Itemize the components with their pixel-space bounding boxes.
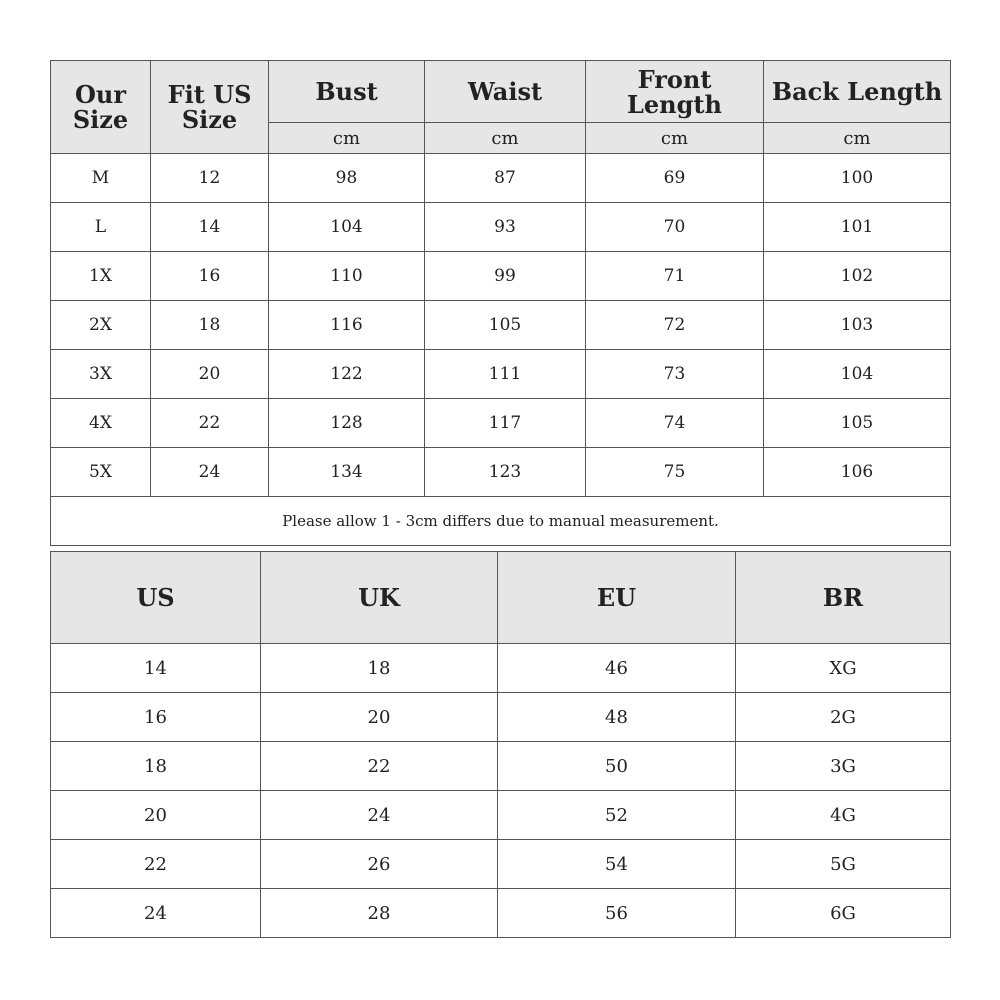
our-size-cell: M — [51, 154, 151, 203]
waist-cell: 117 — [425, 399, 586, 448]
conversion-row — [51, 791, 951, 840]
our-size-cell: 3X — [51, 350, 151, 399]
header-uk: UK — [261, 552, 498, 644]
eu-cell: 50 — [498, 742, 736, 791]
uk-cell: 18 — [261, 644, 498, 693]
size-row — [51, 399, 951, 448]
eu-cell: 46 — [498, 644, 736, 693]
our-size-cell: 5X — [51, 448, 151, 497]
size-row — [51, 252, 951, 301]
size-row — [51, 154, 951, 203]
front-length-cell: 74 — [586, 399, 764, 448]
uk-cell: 28 — [261, 889, 498, 938]
fit-us-cell: 16 — [151, 252, 269, 301]
our-size-cell: 4X — [51, 399, 151, 448]
header-eu: EU — [498, 552, 736, 644]
conversion-row — [51, 693, 951, 742]
br-cell: 2G — [736, 693, 951, 742]
front-length-cell: 70 — [586, 203, 764, 252]
front-length-cell: 72 — [586, 301, 764, 350]
header-our-size: Our Size — [51, 61, 151, 154]
waist-cell: 99 — [425, 252, 586, 301]
waist-cell: 105 — [425, 301, 586, 350]
bust-cell: 128 — [269, 399, 425, 448]
conversion-row — [51, 644, 951, 693]
fit-us-cell: 14 — [151, 203, 269, 252]
header-waist: Waist — [425, 61, 586, 123]
our-size-cell: 1X — [51, 252, 151, 301]
uk-cell: 20 — [261, 693, 498, 742]
size-row — [51, 448, 951, 497]
fit-us-cell: 20 — [151, 350, 269, 399]
back-length-cell: 102 — [764, 252, 951, 301]
size-row — [51, 350, 951, 399]
conversion-row — [51, 742, 951, 791]
header-back-length: Back Length — [764, 61, 951, 123]
us-cell: 22 — [51, 840, 261, 889]
us-cell: 20 — [51, 791, 261, 840]
waist-cell: 93 — [425, 203, 586, 252]
size-conversion-table — [50, 551, 951, 938]
unit-front-length: cm — [586, 123, 764, 154]
uk-cell: 26 — [261, 840, 498, 889]
back-length-cell: 106 — [764, 448, 951, 497]
size-table-body — [51, 154, 951, 497]
us-cell: 16 — [51, 693, 261, 742]
br-cell: 5G — [736, 840, 951, 889]
bust-cell: 110 — [269, 252, 425, 301]
fit-us-cell: 18 — [151, 301, 269, 350]
bust-cell: 122 — [269, 350, 425, 399]
br-cell: 4G — [736, 791, 951, 840]
eu-cell: 48 — [498, 693, 736, 742]
waist-cell: 87 — [425, 154, 586, 203]
us-cell: 18 — [51, 742, 261, 791]
br-cell: 6G — [736, 889, 951, 938]
measurement-note: Please allow 1 - 3cm differs due to manual measurement. — [51, 497, 951, 546]
us-cell: 24 — [51, 889, 261, 938]
bust-cell: 116 — [269, 301, 425, 350]
bust-cell: 98 — [269, 154, 425, 203]
waist-cell: 111 — [425, 350, 586, 399]
br-cell: XG — [736, 644, 951, 693]
eu-cell: 54 — [498, 840, 736, 889]
our-size-cell: L — [51, 203, 151, 252]
back-length-cell: 103 — [764, 301, 951, 350]
front-length-cell: 69 — [586, 154, 764, 203]
br-cell: 3G — [736, 742, 951, 791]
unit-waist: cm — [425, 123, 586, 154]
unit-back-length: cm — [764, 123, 951, 154]
fit-us-cell: 22 — [151, 399, 269, 448]
front-length-cell: 71 — [586, 252, 764, 301]
header-front-length: Front Length — [586, 61, 764, 123]
back-length-cell: 105 — [764, 399, 951, 448]
conversion-row — [51, 889, 951, 938]
conversion-table-body — [51, 644, 951, 938]
fit-us-cell: 24 — [151, 448, 269, 497]
header-us: US — [51, 552, 261, 644]
header-fit-us-size: Fit US Size — [151, 61, 269, 154]
our-size-cell: 2X — [51, 301, 151, 350]
size-row — [51, 301, 951, 350]
back-length-cell: 101 — [764, 203, 951, 252]
waist-cell: 123 — [425, 448, 586, 497]
eu-cell: 52 — [498, 791, 736, 840]
size-row — [51, 203, 951, 252]
size-measurement-table — [50, 60, 951, 546]
back-length-cell: 100 — [764, 154, 951, 203]
front-length-cell: 73 — [586, 350, 764, 399]
back-length-cell: 104 — [764, 350, 951, 399]
front-length-cell: 75 — [586, 448, 764, 497]
eu-cell: 56 — [498, 889, 736, 938]
us-cell: 14 — [51, 644, 261, 693]
fit-us-cell: 12 — [151, 154, 269, 203]
unit-bust: cm — [269, 123, 425, 154]
bust-cell: 104 — [269, 203, 425, 252]
header-br: BR — [736, 552, 951, 644]
header-bust: Bust — [269, 61, 425, 123]
uk-cell: 24 — [261, 791, 498, 840]
bust-cell: 134 — [269, 448, 425, 497]
uk-cell: 22 — [261, 742, 498, 791]
conversion-row — [51, 840, 951, 889]
